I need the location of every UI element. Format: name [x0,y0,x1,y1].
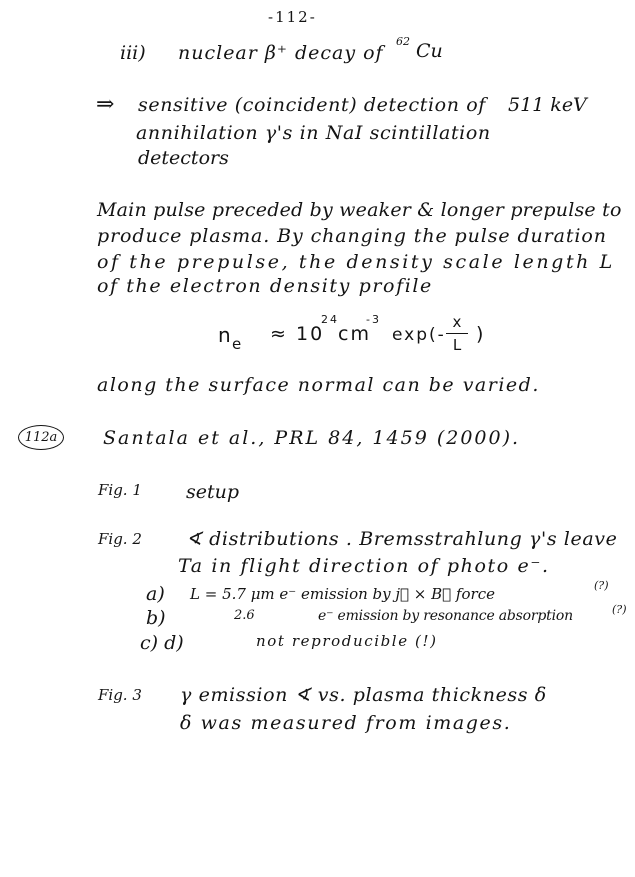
eq-unit: cm [338,323,371,345]
paragraph-line-1: Main pulse preceded by weaker & longer prepulse to [97,199,622,221]
implication-line-1: sensitive (coincident) detection of [138,94,486,116]
reference-tag-label: 112a [24,430,58,445]
eq-function: exp(- [392,325,446,345]
fig2-item-b-value: 2.6 [234,608,255,623]
item-label-iii: iii) [120,42,146,64]
fig2-item-a-text: L = 5.7 μm e⁻ emission by j⃗ × B⃗ force [190,585,495,603]
fig2-item-cd-label: c) d) [140,632,184,654]
implies-arrow-icon: ⇒ [96,92,115,117]
paragraph-line-3: of the prepulse, the density scale length L [97,251,615,273]
fig2-item-cd-text: not reproducible (!) [256,632,438,650]
eq-denominator: L [452,336,462,355]
eq-numerator: x [452,313,462,331]
eq-fraction-bar [446,333,468,334]
paragraph-line-4: of the electron density profile [97,275,433,297]
fig1-label: Fig. 1 [98,481,142,499]
fig3-line-1: γ emission ∢ vs. plasma thickness δ [180,684,547,706]
fig2-item-a-label: a) [146,583,165,605]
isotope-mass: 62 [396,35,410,48]
eq-base: 10 [296,323,325,345]
fig3-line-2: δ was measured from images. [180,712,512,734]
fig1-description: setup [186,481,240,503]
fig2-label: Fig. 2 [98,530,142,548]
reference-tag-badge [18,425,64,450]
eq-fraction [446,313,468,354]
isotope-symbol: Cu [416,40,443,62]
implication-line-3: detectors [138,147,229,169]
eq-approx: ≈ [270,323,288,345]
fig3-label: Fig. 3 [98,686,142,704]
paragraph-line-2: produce plasma. By changing the pulse duration [97,225,607,247]
fig2-item-b-text: e⁻ emission by resonance absorption [318,608,573,624]
item-iii-text: nuclear β⁺ decay of [178,42,384,64]
fig2-item-b-label: b) [146,607,166,629]
eq-lhs-subscript: e [232,335,244,353]
reference-citation: Santala et al., PRL 84, 1459 (2000). [103,427,521,449]
eq-exponent-2: -3 [366,313,381,326]
fig2-item-b-note: (?) [612,603,627,616]
page-number: -112- [268,8,317,26]
fig2-item-a-note: (?) [594,579,609,592]
implication-line-2: annihilation γ's in NaI scintillation [136,122,491,144]
implication-energy: 511 keV [508,94,587,116]
eq-exponent-1: 24 [321,313,339,326]
after-equation-text: along the surface normal can be varied. [97,374,540,396]
fig2-line-1: ∢ distributions . Bremsstrahlung γ's leave [186,528,618,550]
fig2-line-2: Ta in flight direction of photo e⁻. [178,555,550,577]
eq-lhs: n [218,323,233,347]
eq-close-paren: ) [476,323,486,345]
